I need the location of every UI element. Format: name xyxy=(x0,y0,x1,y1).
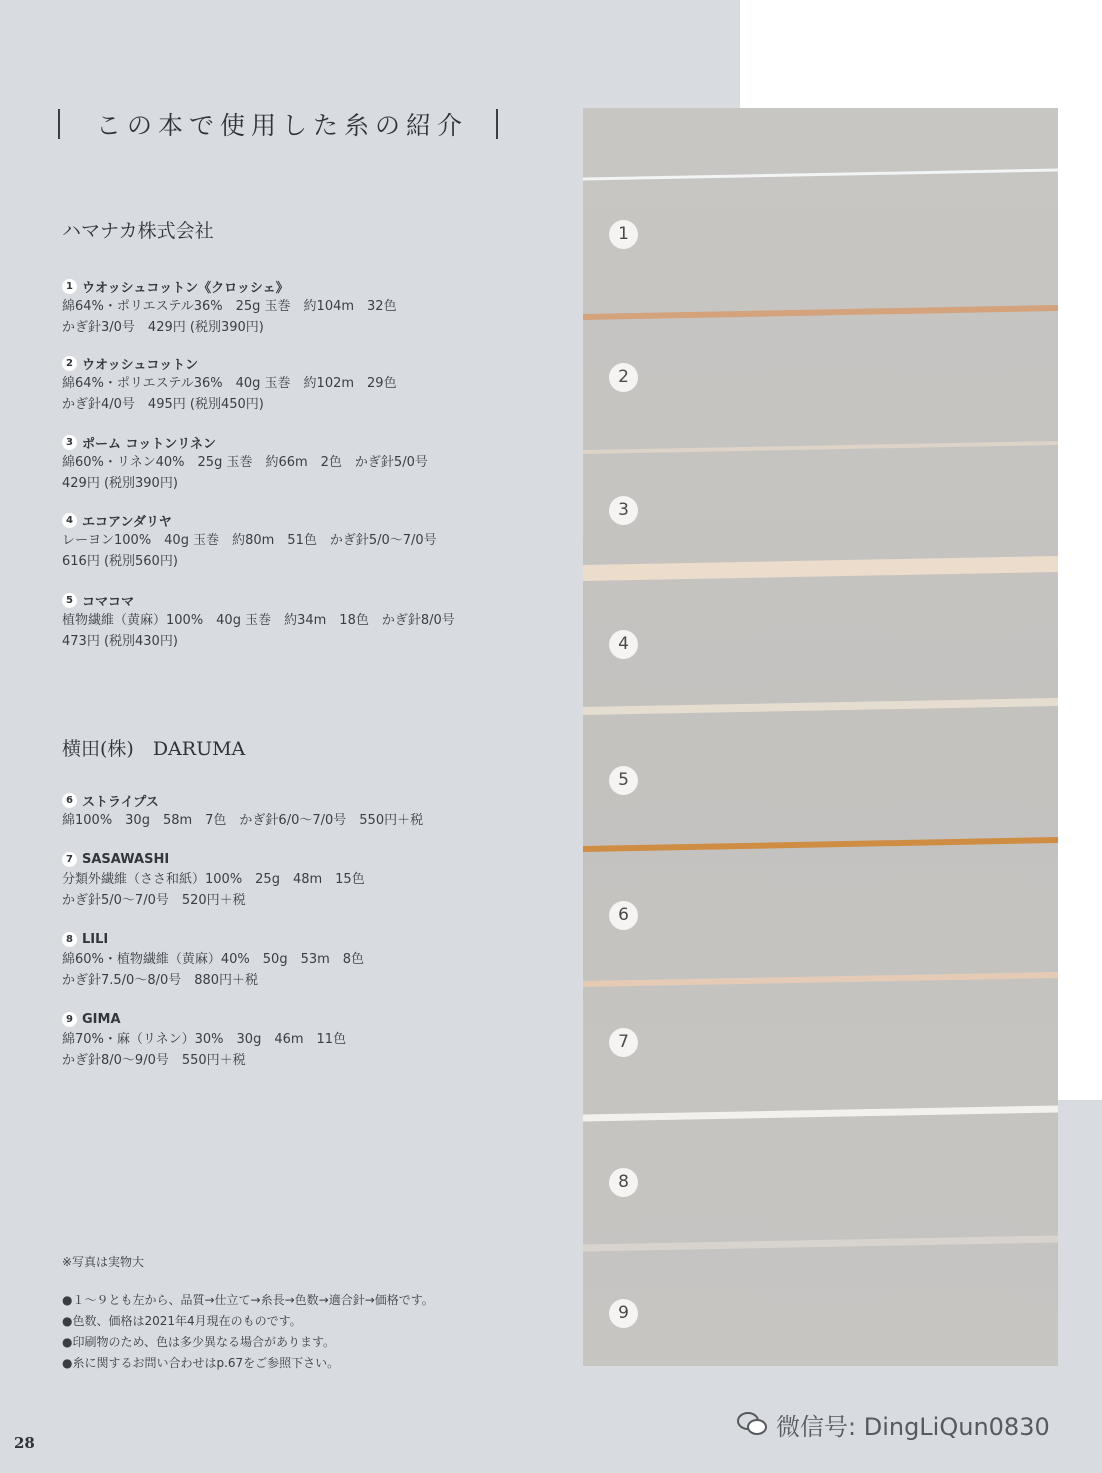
yarn-number-badge: 2 xyxy=(62,356,77,371)
yarn-number-badge: 6 xyxy=(62,793,77,808)
yarn-spec-line: 429円 (税別390円) xyxy=(62,476,178,491)
yarn-item-heading xyxy=(62,590,455,610)
yarn-strand xyxy=(583,702,1058,711)
yarn-item xyxy=(62,510,437,572)
yarn-number-badge: 9 xyxy=(62,1012,77,1027)
yarn-photo-label: 6 xyxy=(609,901,638,930)
yarn-spec-line: かぎ針4/0号 495円 (税別450円) xyxy=(62,397,264,412)
yarn-photo-label: 8 xyxy=(609,1168,638,1197)
yarn-item-heading xyxy=(62,276,397,296)
photo-note-text: ※写真は実物大 xyxy=(62,1255,145,1269)
title-right-bar xyxy=(496,109,498,139)
yarn-spec-line: 473円 (税別430円) xyxy=(62,634,178,649)
yarn-name: ストライプス xyxy=(82,794,159,810)
yarn-photo-label: 5 xyxy=(609,766,638,795)
note-bullets xyxy=(62,1290,434,1374)
yarn-item-heading xyxy=(62,849,365,869)
yarn-strand xyxy=(583,170,1058,179)
yarn-strand xyxy=(583,1239,1058,1248)
yarn-photo-label: 2 xyxy=(609,363,638,392)
title-left-bar xyxy=(58,109,60,139)
yarn-item xyxy=(62,353,397,415)
yarn-item xyxy=(62,590,455,652)
yarn-spec-line: 綿64%・ポリエステル36% 40g 玉巻 約102m 29色 xyxy=(62,376,397,391)
yarn-spec-line: かぎ針3/0号 429円 (税別390円) xyxy=(62,320,264,335)
yarn-number-badge: 4 xyxy=(62,513,77,528)
yarn-number-badge: 3 xyxy=(62,435,77,450)
yarn-item-heading xyxy=(62,929,364,949)
yarn-strand xyxy=(583,564,1058,573)
yarn-item xyxy=(62,929,364,991)
company-daruma: 横田(株) DARUMA xyxy=(62,738,246,760)
yarn-name: SASAWASHI xyxy=(82,851,170,867)
page-number: 28 xyxy=(14,1434,35,1452)
yarn-spec-line: 植物繊維（黄麻）100% 40g 玉巻 約34m 18色 かぎ針8/0号 xyxy=(62,613,455,628)
yarn-item xyxy=(62,1009,346,1071)
note-bullet: ●糸に関するお問い合わせはp.67をご参照下さい。 xyxy=(62,1356,340,1370)
yarn-name: LILI xyxy=(82,931,109,947)
yarn-item-heading xyxy=(62,510,437,530)
yarn-spec-line: 綿60%・リネン40% 25g 玉巻 約66m 2色 かぎ針5/0号 xyxy=(62,455,428,470)
yarn-spec-line: かぎ針7.5/0～8/0号 880円＋税 xyxy=(62,973,259,988)
watermark xyxy=(736,1404,1050,1444)
yarn-spec-line: かぎ針5/0～7/0号 520円＋税 xyxy=(62,893,246,908)
yarn-number-badge: 1 xyxy=(62,279,77,294)
yarn-name: エコアンダリヤ xyxy=(82,514,172,530)
yarn-spec-line: 綿64%・ポリエステル36% 25g 玉巻 約104m 32色 xyxy=(62,299,397,314)
photo-note xyxy=(62,1252,144,1273)
yarn-spec-line: 綿60%・植物繊維（黄麻）40% 50g 53m 8色 xyxy=(62,952,365,967)
page-title-text: この本で使用した糸の紹介 xyxy=(96,111,469,140)
yarn-item xyxy=(62,276,397,338)
yarn-spec-line: かぎ針8/0～9/0号 550円＋税 xyxy=(62,1053,246,1068)
yarn-name: ウオッシュコットン xyxy=(82,357,199,373)
wechat-icon xyxy=(736,1410,768,1438)
yarn-item xyxy=(62,790,423,831)
yarn-strand xyxy=(583,840,1058,849)
yarn-spec-line: 616円 (税別560円) xyxy=(62,554,178,569)
yarn-item-heading xyxy=(62,432,428,452)
note-bullet: ●印刷物のため、色は多少異なる場合があります。 xyxy=(62,1335,336,1349)
yarn-photo-label: 7 xyxy=(609,1028,638,1057)
yarn-photo-label: 3 xyxy=(609,496,638,525)
yarn-item-heading xyxy=(62,790,423,810)
yarn-strand xyxy=(583,308,1058,317)
watermark-text: 微信号: DingLiQun0830 xyxy=(776,1412,1050,1441)
yarn-number-badge: 5 xyxy=(62,593,77,608)
yarn-name: ウオッシュコットン《クロッシェ》 xyxy=(82,280,289,296)
yarn-item xyxy=(62,432,428,494)
yarn-photo-label: 4 xyxy=(609,630,638,659)
note-bullet: ●色数、価格は2021年4月現在のものです。 xyxy=(62,1314,302,1328)
yarn-spec-line: 綿100% 30g 58m 7色 かぎ針6/0～7/0号 550円＋税 xyxy=(62,813,424,828)
yarn-strands xyxy=(583,108,1058,1366)
yarn-photo-label: 9 xyxy=(609,1299,638,1328)
yarn-item-heading xyxy=(62,353,397,373)
company-hamanaka: ハマナカ株式会社 xyxy=(62,220,214,242)
yarn-spec-line: 綿70%・麻（リネン）30% 30g 46m 11色 xyxy=(62,1032,347,1047)
yarn-spec-line: 分類外繊維（ささ和紙）100% 25g 48m 15色 xyxy=(62,872,365,887)
yarn-name: ポーム コットンリネン xyxy=(82,436,217,452)
yarn-photo-label: 1 xyxy=(609,220,638,249)
yarn-number-badge: 7 xyxy=(62,852,77,867)
yarn-name: コマコマ xyxy=(82,594,135,610)
note-bullet: ●１～９とも左から、品質→仕立て→糸長→色数→適合針→価格です。 xyxy=(62,1293,434,1307)
yarn-spec-line: レーヨン100% 40g 玉巻 約80m 51色 かぎ針5/0～7/0号 xyxy=(62,533,437,548)
yarn-item xyxy=(62,849,365,911)
yarn-strand xyxy=(583,975,1058,984)
yarn-number-badge: 8 xyxy=(62,932,77,947)
yarn-photo xyxy=(583,108,1058,1366)
yarn-strand xyxy=(583,443,1058,452)
yarn-name: GIMA xyxy=(82,1011,121,1027)
page-title xyxy=(58,104,498,144)
yarn-strand xyxy=(583,1109,1058,1118)
yarn-item-heading xyxy=(62,1009,346,1029)
